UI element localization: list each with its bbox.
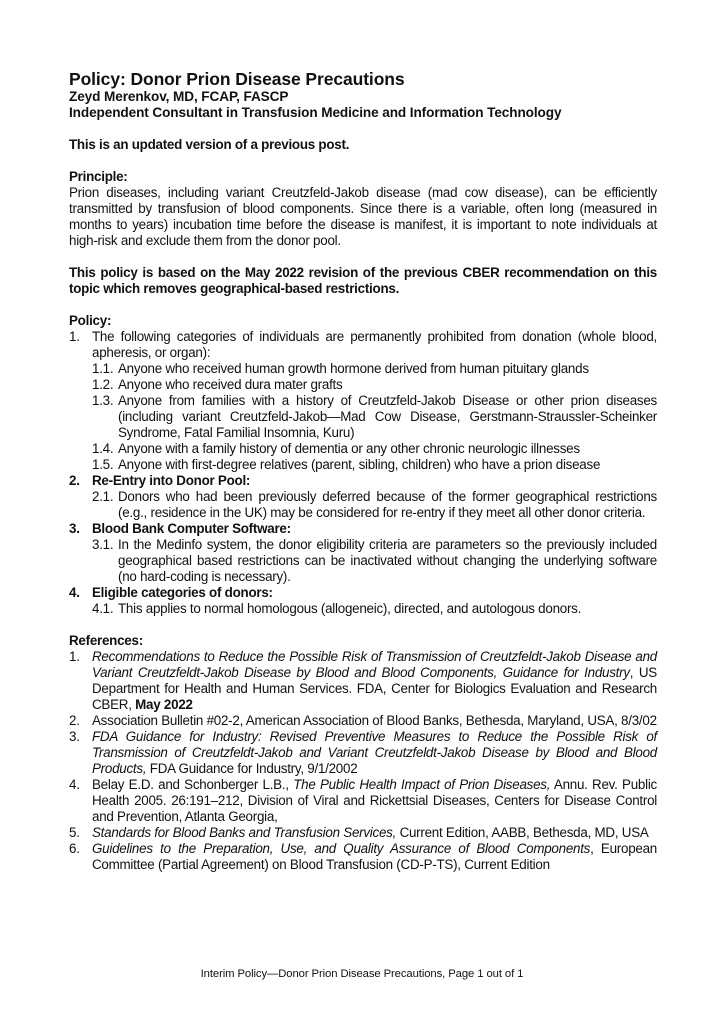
reference-number: 6.	[69, 841, 80, 856]
reference-details: , US Department for Health and Human Services. FDA, Center for Biologics Evaluation and Research CBER,	[92, 665, 657, 712]
policy-item-3	[69, 521, 657, 537]
policy-item-2	[69, 473, 657, 489]
subitem-number: 1.1.	[92, 361, 114, 376]
reference-item	[69, 777, 657, 825]
policy-heading: Policy:	[69, 313, 112, 328]
reference-number: 2.	[69, 713, 80, 728]
basis-note: This policy is based on the May 2022 revision of the previous CBER recommendation on this topic which removes geographical-based restrictions.	[69, 265, 657, 296]
references-list	[69, 649, 657, 873]
item-text: The following categories of individuals are permanently prohibited from donation (whole blood, apheresis, or organ):	[92, 329, 657, 360]
author-line: Zeyd Merenkov, MD, FCAP, FASCP	[69, 89, 289, 104]
reference-date: May 2022	[135, 697, 193, 712]
policy-subitem	[69, 537, 657, 585]
subitem-number: 4.1.	[92, 601, 114, 616]
reference-details: , European Committee (Partial Agreement) on Blood Transfusion (CD-P-TS), Current Edition	[92, 841, 657, 872]
document-page	[69, 69, 657, 873]
reference-item	[69, 825, 657, 841]
subitem-text: Donors who had been previously deferred because of the former geographical restrictions (e.g., residence in the UK) may be considered for re-entry if they meet all other donor criteria.	[118, 489, 657, 520]
item-number: 4.	[69, 585, 80, 600]
policy-subitem	[69, 601, 657, 617]
item-number: 3.	[69, 521, 80, 536]
subitem-text: Anyone with first-degree relatives (parent, sibling, children) who have a prion disease	[118, 457, 601, 472]
policy-subitem	[69, 377, 657, 393]
policy-item-1	[69, 329, 657, 361]
references-heading: References:	[69, 633, 143, 648]
item-heading: Eligible categories of donors:	[92, 585, 273, 600]
subitem-text: Anyone who received human growth hormone derived from human pituitary glands	[118, 361, 589, 376]
reference-details: Current Edition, AABB, Bethesda, MD, USA	[396, 825, 649, 840]
policy-subitem	[69, 457, 657, 473]
reference-details: Association Bulletin #02-2, American Association of Blood Banks, Bethesda, Maryland, USA, 8/3/02	[92, 713, 657, 728]
item-number: 2.	[69, 473, 80, 488]
principle-heading: Principle:	[69, 169, 128, 184]
policy-subitem	[69, 441, 657, 457]
reference-item	[69, 713, 657, 729]
reference-item	[69, 649, 657, 713]
reference-number: 1.	[69, 649, 80, 664]
reference-item	[69, 729, 657, 777]
subitem-text: This applies to normal homologous (allogeneic), directed, and autologous donors.	[118, 601, 582, 616]
principle-text: Prion diseases, including variant Creutzfeld-Jakob disease (mad cow disease), can be efficiently transmitted by transfusion of blood components. Since there is a variable, often long (measured in months to years) incubation time before the disease is manifest, it is important to note individuals at high-risk and exclude them from the donor pool.	[69, 185, 657, 248]
reference-number: 4.	[69, 777, 80, 792]
policy-subitem	[69, 361, 657, 377]
affiliation-line: Independent Consultant in Transfusion Medicine and Information Technology	[69, 105, 562, 120]
subitem-number: 1.4.	[92, 441, 114, 456]
page-footer: Interim Policy—Donor Prion Disease Precautions, Page 1 out of 1	[200, 968, 524, 980]
item-heading: Re-Entry into Donor Pool:	[92, 473, 251, 488]
policy-subitem	[69, 489, 657, 521]
reference-item	[69, 841, 657, 873]
reference-details: FDA Guidance for Industry, 9/1/2002	[146, 761, 358, 776]
reference-authors: Belay E.D. and Schonberger L.B.,	[92, 777, 294, 792]
policy-subitem	[69, 393, 657, 441]
subitem-number: 3.1.	[92, 537, 114, 552]
page-title: Policy: Donor Prion Disease Precautions	[69, 69, 405, 89]
subitem-number: 1.2.	[92, 377, 114, 392]
subitem-number: 1.3.	[92, 393, 114, 408]
item-heading: Blood Bank Computer Software:	[92, 521, 291, 536]
reference-title: Recommendations to Reduce the Possible Risk of Transmission of Creutzfeldt-Jakob Disease and Variant Creutzfeldt-Jakob Disease by Blood and Blood Components, Guidance for Industry	[92, 649, 657, 680]
reference-title: Standards for Blood Banks and Transfusion Services,	[92, 825, 397, 840]
subitem-text: Anyone who received dura mater grafts	[118, 377, 343, 392]
subitem-number: 2.1.	[92, 489, 114, 504]
subitem-text: Anyone from families with a history of Creutzfeld-Jakob Disease or other prion diseases (including variant Creutzfeld-Jakob—Mad Cow Disease, Gerstmann-Straussler-Scheinker Syndrome, Fatal Familial Insomnia, Kuru)	[118, 393, 657, 440]
reference-title: FDA Guidance for Industry: Revised Preventive Measures to Reduce the Possible Risk of Transmission of Creutzfeldt-Jakob and Variant Creutzfeldt-Jakob Disease by Blood and Blood Products,	[92, 729, 657, 776]
subitem-text: Anyone with a family history of dementia or any other chronic neurologic illnesses	[118, 441, 580, 456]
reference-details: Annu. Rev. Public Health 2005. 26:191–212, Division of Viral and Rickettsial Diseases, Centers for Disease Control and Prevention, Atlanta Georgia,	[92, 777, 657, 824]
subitem-number: 1.5.	[92, 457, 114, 472]
policy-list	[69, 329, 657, 617]
reference-title: The Public Health Impact of Prion Diseases,	[293, 777, 551, 792]
reference-number: 3.	[69, 729, 80, 744]
policy-item-4	[69, 585, 657, 601]
item-number: 1.	[69, 329, 80, 344]
reference-title: Guidelines to the Preparation, Use, and Quality Assurance of Blood Components	[92, 841, 591, 856]
subitem-text: In the Medinfo system, the donor eligibility criteria are parameters so the previously included geographical based restrictions can be inactivated without changing the underlying software (no hard-coding is necessary).	[118, 537, 657, 584]
reference-number: 5.	[69, 825, 80, 840]
update-note: This is an updated version of a previous post.	[69, 137, 350, 152]
